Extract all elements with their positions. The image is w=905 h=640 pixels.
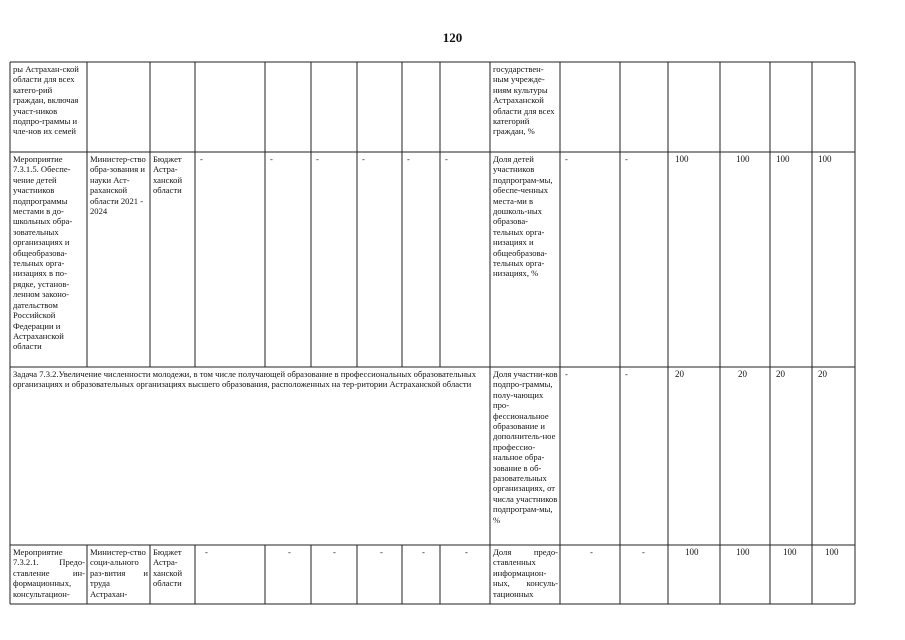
row4-source-cell: Бюджет Астра-ханской области [153, 547, 183, 589]
row4-measure-cell: Мероприятие 7.3.2.1. Предо-ставление ин-формационных, консультацион- [13, 547, 85, 599]
row4-base-1: - [590, 547, 593, 557]
row2-value-4: 100 [818, 154, 832, 164]
row2-source-cell: Бюджет Астра-ханской области [153, 154, 183, 196]
row3-value-1: 20 [675, 369, 684, 379]
row2-base-2: - [625, 154, 628, 164]
row4-value-4: 100 [825, 547, 839, 557]
row2-executor-cell: Министер-ство обра-зования и науки Аст-раханской области 2021 - 2024 [90, 154, 146, 217]
row2-measure-cell: Мероприятие 7.3.1.5. Обеспе-чение детей участников подпрограммы местами в до-школьных обра-зовательных организациях и общеобразова-тельных орга-низациях в по-рядке, установ-ленном законо-дательством Российской Федерации и Астраханской области [13, 154, 73, 352]
row4-value-3: 100 [783, 547, 797, 557]
row4-dash-2: - [288, 547, 291, 557]
row1-measure-cell: ры Астрахан-ской области для всех катего-рий граждан, включая участ-ников подпро-граммы и чле-нов их семей [13, 64, 79, 137]
row3-indicator-cell: Доля участни-ков подпро-граммы, полу-чающих про-фессиональное образование и дополнитель-ное профессио-нальное обра-зование в об-разовательных организациях, от числа участников подпрограм-мы, % [493, 369, 558, 525]
row4-dash-1: - [205, 547, 208, 557]
row4-dash-4: - [380, 547, 383, 557]
row3-value-4: 20 [818, 369, 827, 379]
row4-base-2: - [642, 547, 645, 557]
row4-value-2: 100 [736, 547, 750, 557]
row2-dash-5: - [407, 154, 410, 164]
row3-base-1: - [565, 369, 568, 379]
row3-base-2: - [625, 369, 628, 379]
page-number: 120 [442, 30, 463, 45]
row2-dash-6: - [445, 154, 448, 164]
row4-dash-6: - [465, 547, 468, 557]
row2-dash-2: - [270, 154, 273, 164]
row2-dash-4: - [362, 154, 365, 164]
row3-value-3: 20 [776, 369, 785, 379]
row2-value-3: 100 [776, 154, 790, 164]
row4-indicator-cell: Доля предо-ставленных информацион-ных, консуль-тационных [493, 547, 558, 599]
row2-dash-3: - [316, 154, 319, 164]
row2-indicator-cell: Доля детей участников подпрограм-мы, обеспе-ченных места-ми в дошколь-ных образова-тельных орга-низациях и общеобразова-тельных орга-низациях, % [493, 154, 553, 279]
row3-task-cell: Задача 7.3.2.Увеличение численности молодежи, в том числе получающей образование в профессиональных образовательных организациях и образовательных организациях высшего образования, расположенных на тер-ритории Астраханской области [13, 369, 476, 390]
row2-value-2: 100 [736, 154, 750, 164]
row2-value-1: 100 [675, 154, 689, 164]
row4-value-1: 100 [685, 547, 699, 557]
row2-dash-1: - [200, 154, 203, 164]
row4-dash-5: - [422, 547, 425, 557]
row3-value-2: 20 [738, 369, 747, 379]
row2-base-1: - [565, 154, 568, 164]
row1-indicator-cell: государствен-ным учрежде-ниям культуры Астраханской области для всех категорий граждан, % [493, 64, 555, 137]
row4-dash-3: - [333, 547, 336, 557]
row4-executor-cell: Министер-ство соци-ального раз-вития и труда Астрахан- [90, 547, 148, 599]
